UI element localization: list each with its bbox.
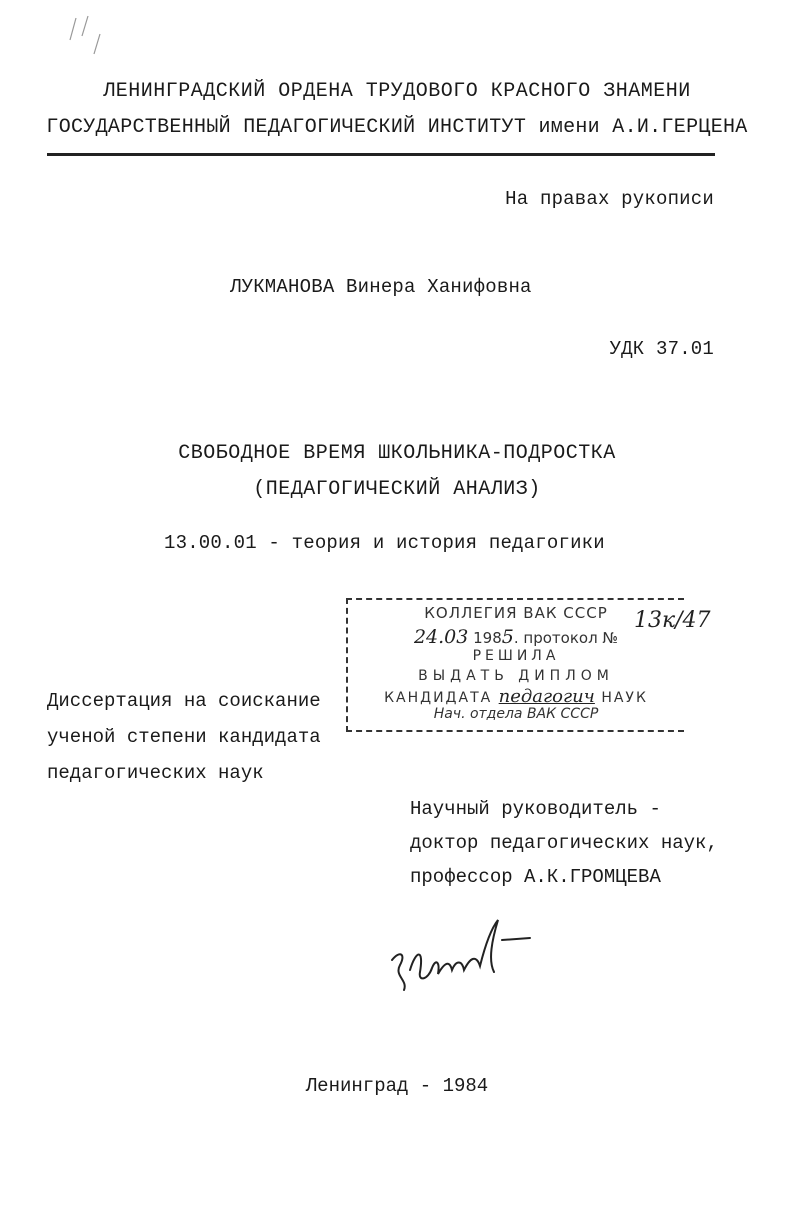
stamp-protocol-label: протокол № — [523, 629, 619, 647]
dissertation-line-3: педагогических наук — [47, 762, 264, 784]
stamp-line-6: Нач. отдела ВАК СССР — [433, 706, 599, 722]
stamp-line-5 — [348, 686, 684, 707]
stamp-degree: педагогич — [498, 686, 595, 707]
city-year: Ленинград - 1984 — [305, 1075, 489, 1097]
supervisor-line-3: профессор А.К.ГРОМЦЕВА — [410, 866, 661, 888]
stamp-line-3: РЕШИЛА — [472, 648, 560, 664]
specialty-code: 13.00.01 - теория и история педагогики — [164, 532, 605, 554]
dissertation-line-1: Диссертация на соискание — [47, 690, 321, 712]
stamp-degree-prefix: КАНДИДАТА — [384, 690, 493, 706]
dissertation-line-2: ученой степени кандидата — [47, 726, 321, 748]
thesis-title-line-1: СВОБОДНОЕ ВРЕМЯ ШКОЛЬНИКА-ПОДРОСТКА — [178, 442, 616, 465]
thesis-title-line-2: (ПЕДАГОГИЧЕСКИЙ АНАЛИЗ) — [253, 478, 541, 501]
institution-line-1: ЛЕНИНГРАДСКИЙ ОРДЕНА ТРУДОВОГО КРАСНОГО ЗНАМЕНИ — [103, 80, 691, 103]
stamp-year: 5 — [501, 626, 514, 648]
pencil-marks — [60, 10, 140, 60]
author-name: ЛУКМАНОВА Винера Ханифовна — [230, 276, 532, 298]
header-divider — [47, 153, 715, 156]
author-signature — [380, 910, 550, 1000]
stamp-line-1: КОЛЛЕГИЯ ВАК СССР — [424, 604, 608, 622]
stamp-year-prefix: 198 — [473, 629, 502, 647]
manuscript-note: На правах рукописи — [505, 188, 714, 210]
stamp-line-4: ВЫДАТЬ ДИПЛОМ — [418, 668, 614, 684]
stamp-protocol-number: 13к/47 — [634, 608, 711, 633]
stamp-date: 24.03 — [413, 626, 469, 648]
stamp-degree-suffix: НАУК — [601, 690, 648, 706]
institution-line-2: ГОСУДАРСТВЕННЫЙ ПЕДАГОГИЧЕСКИЙ ИНСТИТУТ имени А.И.ГЕРЦЕНА — [46, 116, 748, 139]
stamp-line-2: 24.03 1985. протокол № — [413, 626, 619, 648]
supervisor-line-1: Научный руководитель - — [410, 798, 661, 820]
supervisor-line-2: доктор педагогических наук, — [410, 832, 718, 854]
udk-code: УДК 37.01 — [609, 338, 714, 360]
